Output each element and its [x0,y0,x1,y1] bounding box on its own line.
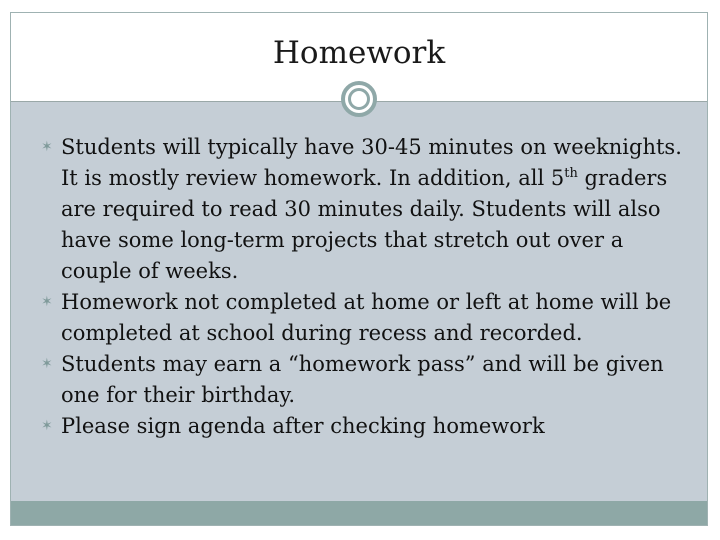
divider-circle-inner [348,88,370,110]
slide [10,12,708,526]
bullet-icon: ✶ [41,418,53,434]
bullet-icon: ✶ [41,139,53,155]
bullet-icon: ✶ [41,356,53,372]
divider-circle-ornament [341,81,377,117]
bullet-item-2 [41,287,691,349]
footer-bar [11,501,707,525]
bullet-item-4 [41,411,691,442]
content-area [11,101,707,504]
bullet-icon: ✶ [41,294,53,310]
bullet-item-3 [41,349,691,411]
slide-title: Homework [272,35,446,71]
bullet-item-1 [41,132,691,287]
bullet-text-1b: graders are required to read 30 minutes daily. Students will also have some long-term projects that stretch out over a couple of weeks. [61,166,668,283]
ordinal-suffix: th [564,166,578,181]
bullet-text-4: Please sign agenda after checking homework [61,414,545,438]
bullet-text-3: Students may earn a “homework pass” and will be given one for their birthday. [61,352,664,407]
bullet-text-2: Homework not completed at home or left at home will be completed at school during recess and recorded. [61,290,672,345]
bullet-list [41,132,691,442]
bullet-text-1a: Students will typically have 30-45 minutes on weeknights. It is mostly review homework. In addition, all 5 [61,135,682,190]
